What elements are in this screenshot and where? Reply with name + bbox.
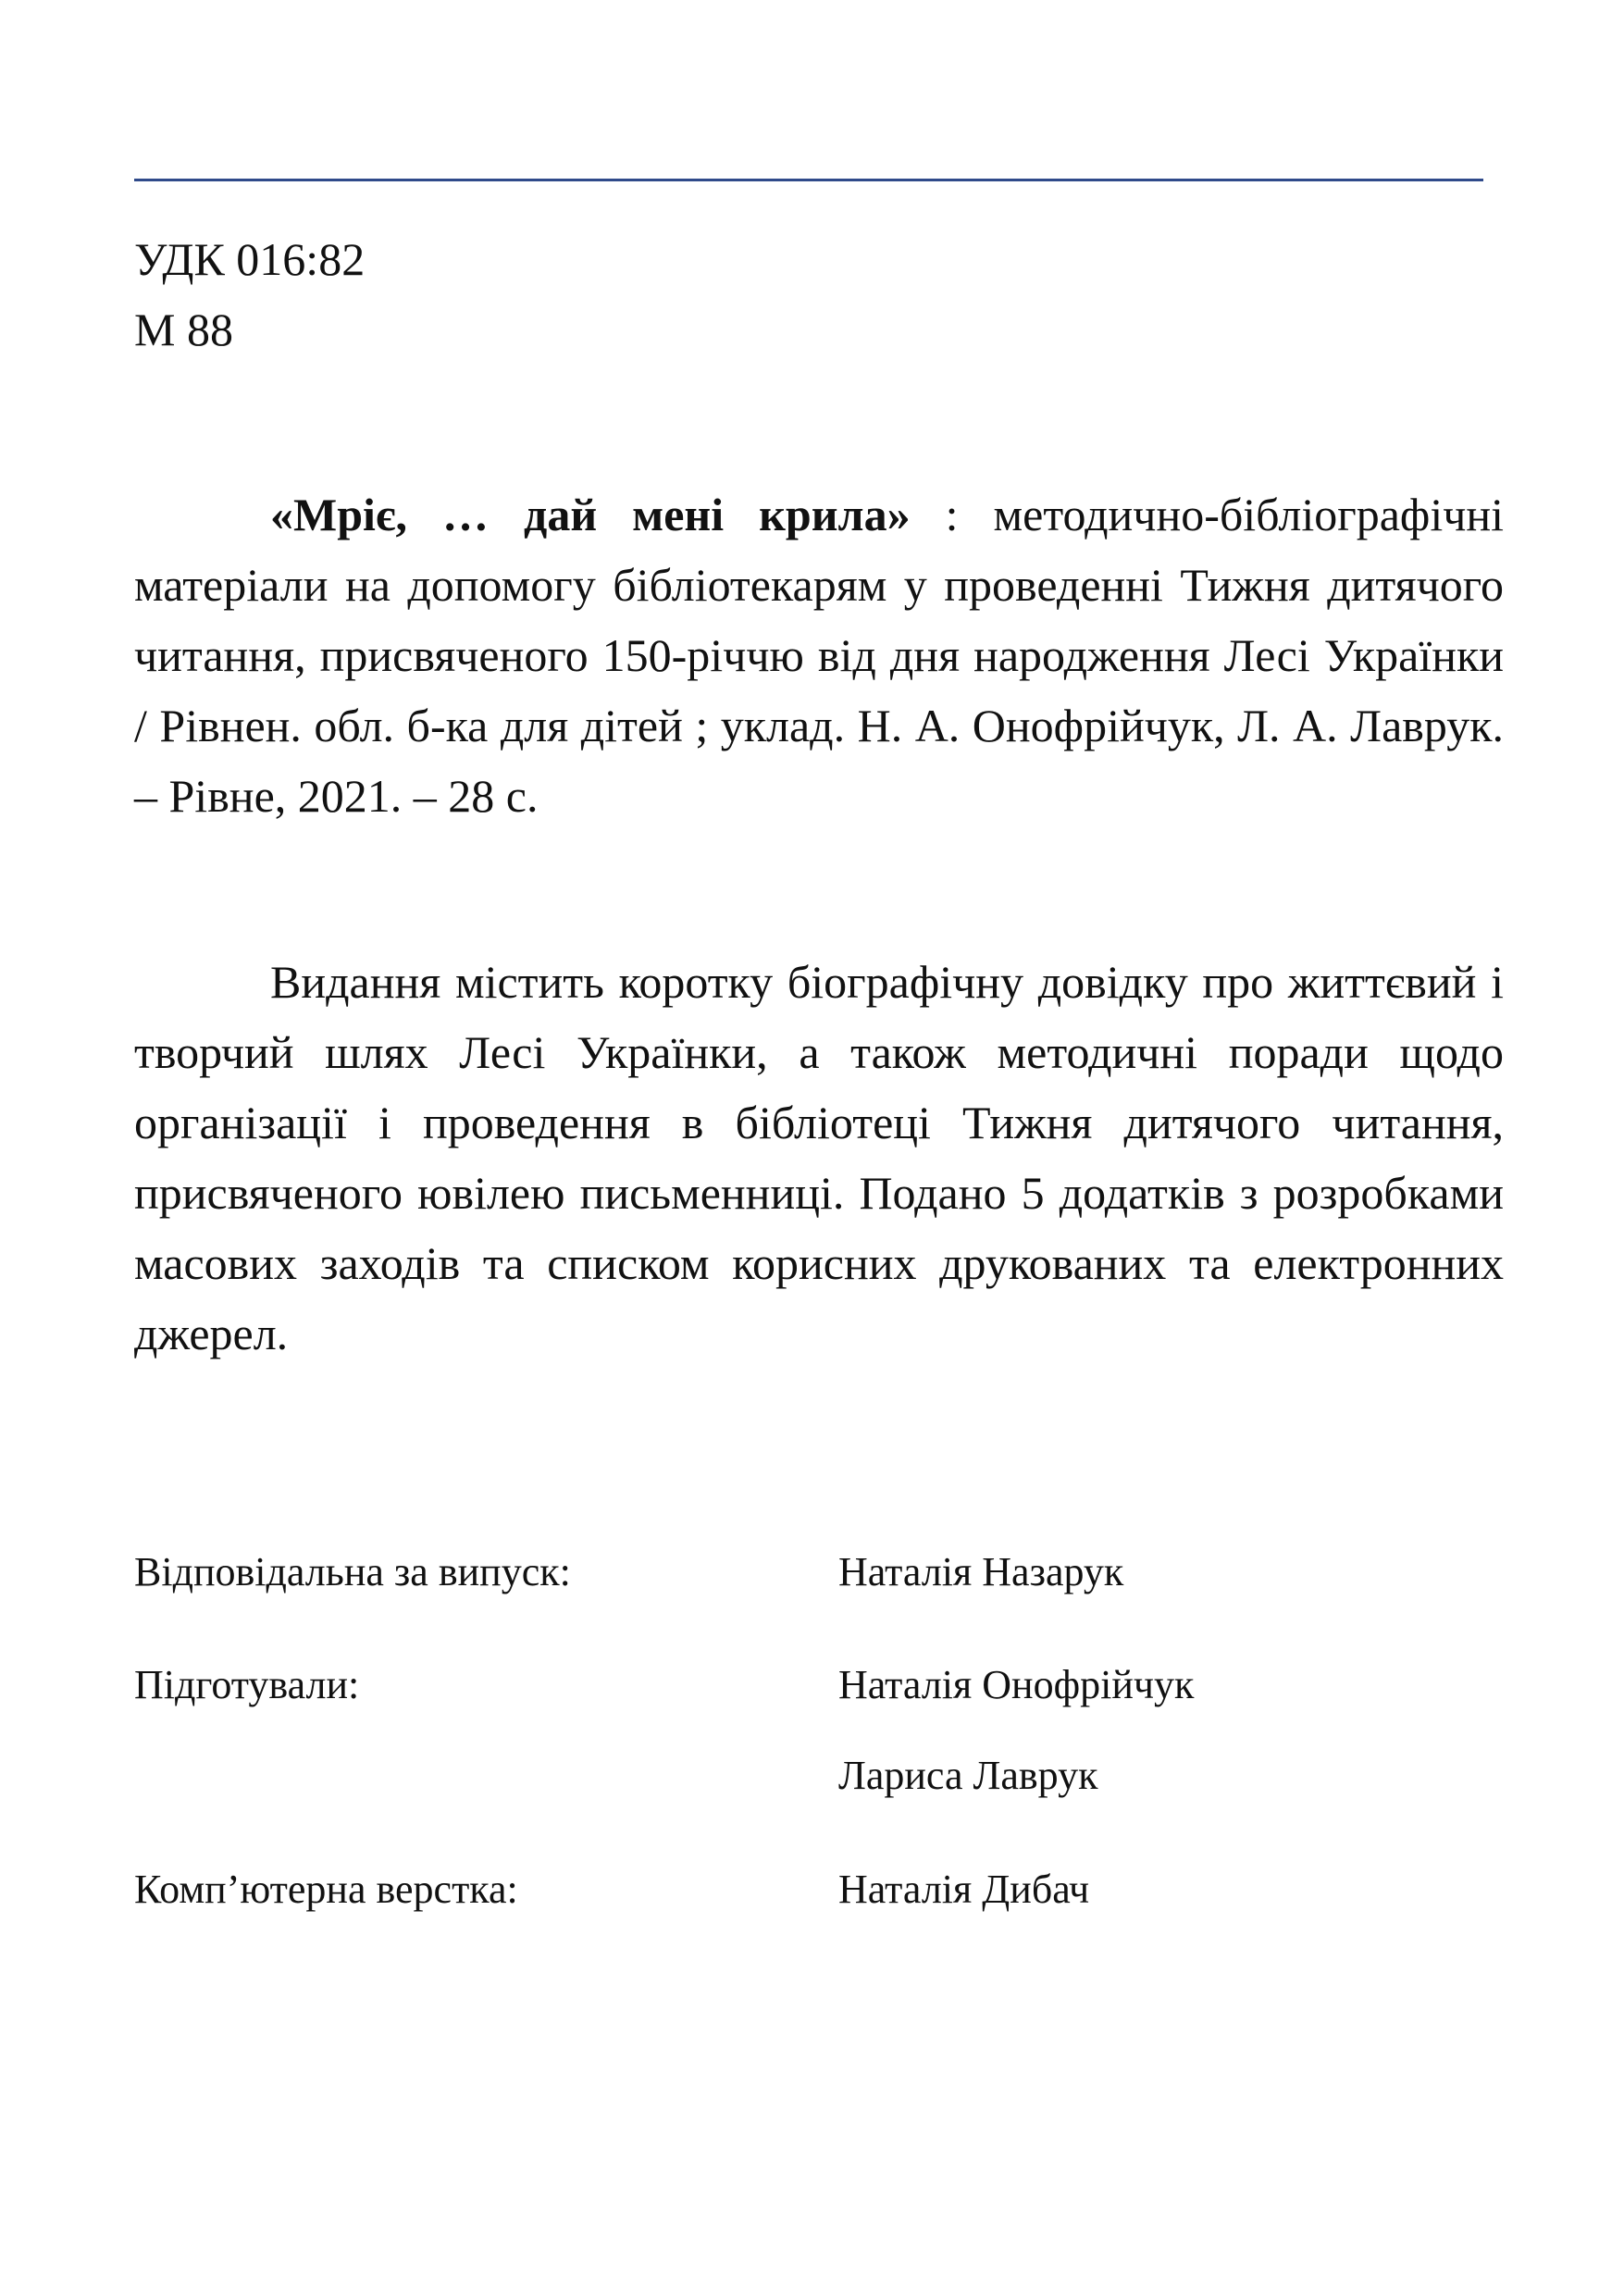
- bibliographic-annotation: [134, 479, 1504, 831]
- publication-title: «Мріє, … дай мені крила»: [270, 489, 911, 540]
- annotation-text: : методично-бібліографічні матеріали на допомогу бібліотекарям у проведенні Тижня дитячого читання, присвяченого 150-річчю від дня народження Лесі Українки / Рівнен. обл. б-ка для дітей ; уклад. Н. А. Онофрійчук, Л. А. Лаврук. – Рівне, 2021. – 28 с.: [134, 489, 1505, 822]
- layout-name: Наталія Дибач: [838, 1867, 1090, 1912]
- prepared-name-1: Наталія Онофрійчук: [838, 1662, 1195, 1707]
- top-divider-line: [134, 179, 1483, 181]
- layout-label: Комп’ютерна верстка:: [134, 1867, 518, 1912]
- prepared-name-2: Лариса Лаврук: [838, 1753, 1098, 1798]
- publication-description: Видання містить коротку біографічну довідку про життєвий і творчий шлях Лесі Українки, а також методичні поради щодо організації і проведення в бібліотеці Тижня дитячого читання, присвяченого ювілею письменниці. Подано 5 додатків з розробками масових заходів та списком корисних друкованих та електронних джерел.: [134, 956, 1504, 1359]
- udk-code: УДК 016:82: [134, 233, 366, 285]
- responsible-name: Наталія Назарук: [838, 1549, 1124, 1594]
- responsible-label: Відповідальна за випуск:: [134, 1549, 571, 1594]
- prepared-label: Підготували:: [134, 1662, 360, 1707]
- classification-block: [134, 224, 365, 365]
- author-sign: М 88: [134, 304, 233, 355]
